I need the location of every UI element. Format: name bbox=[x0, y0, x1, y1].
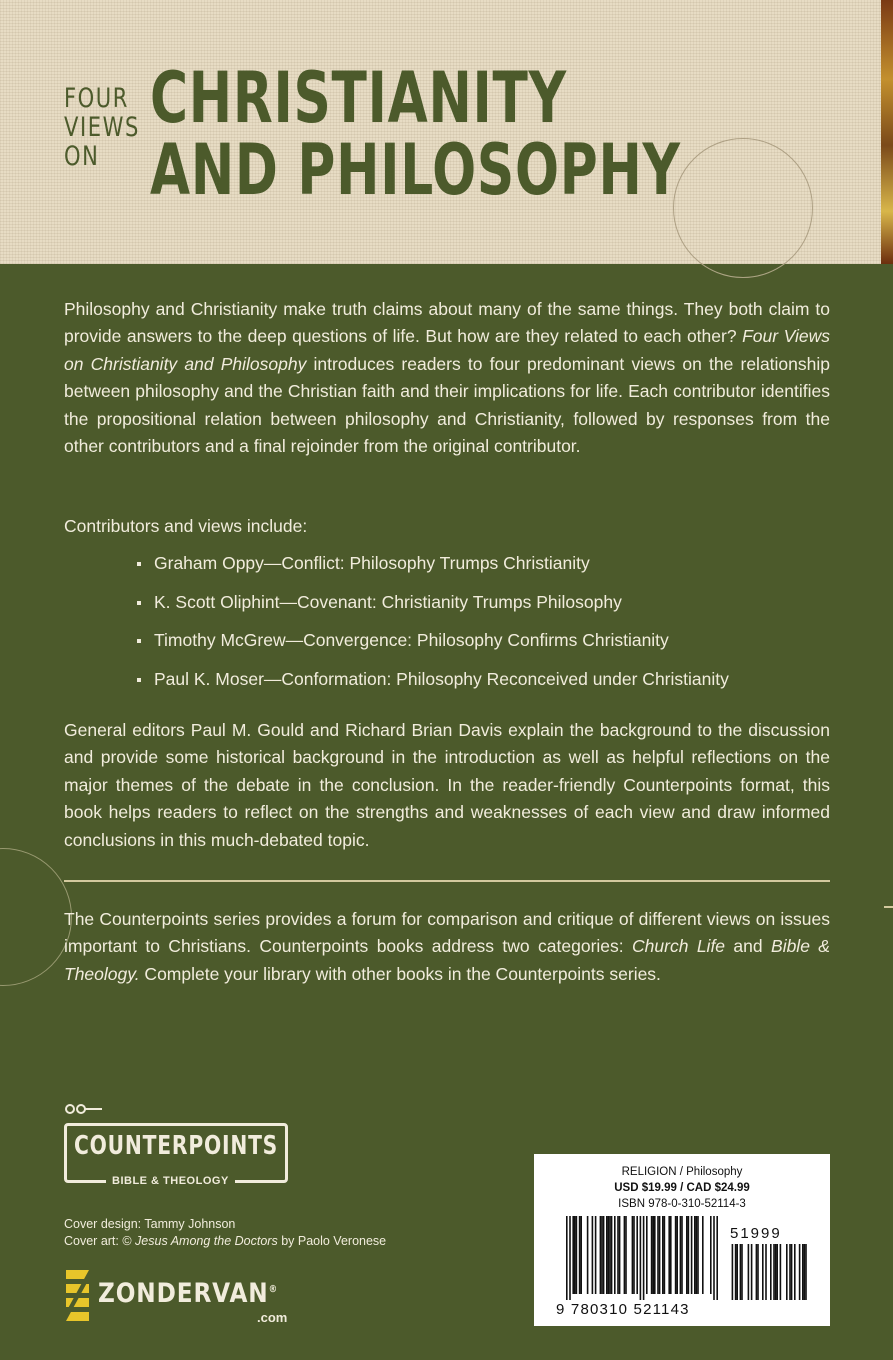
barcode-bar bbox=[576, 1216, 578, 1294]
editors-paragraph: General editors Paul M. Gould and Richard Brian Davis explain the background to the discussion and provide some historical background in the introduction as well as helpful reflections on the major themes of the debate in the conclusion. In the reader-friendly Counterpoints format, this book helps readers to reflect on the strengths and weaknesses of each view and draw informed conclusions in this much-debated topic. bbox=[64, 720, 830, 850]
barcode-addon-bar bbox=[765, 1244, 767, 1300]
isbn: ISBN 978-0-310-52114-3 bbox=[618, 1198, 746, 1210]
zondervan-mark-icon bbox=[64, 1268, 91, 1324]
list-item: Graham Oppy—Conflict: Philosophy Trumps Christianity bbox=[134, 550, 729, 589]
zondervan-wordmark bbox=[98, 1278, 278, 1309]
barcode-addon-bar bbox=[799, 1244, 801, 1300]
barcode-digits: 9 780310 521143 bbox=[556, 1301, 690, 1318]
art-credit-title: Jesus Among the Doctors bbox=[135, 1234, 278, 1248]
barcode-bar bbox=[668, 1216, 670, 1294]
trim-mark bbox=[884, 906, 893, 908]
barcode-bar bbox=[659, 1216, 661, 1294]
barcode-bar bbox=[675, 1216, 677, 1294]
logo-subtitle: BIBLE & THEOLOGY bbox=[106, 1175, 235, 1187]
book-title bbox=[150, 57, 681, 211]
barcode-addon-bar bbox=[773, 1244, 775, 1300]
description-book-title: Four Views on Christianity and Philosophy bbox=[64, 326, 830, 374]
title-prefix-line: FOUR bbox=[64, 83, 129, 114]
barcode bbox=[534, 1154, 830, 1326]
barcode-bar bbox=[664, 1216, 666, 1294]
art-credit-prefix: Cover art: © bbox=[64, 1234, 132, 1248]
zondervan-logo bbox=[64, 1268, 324, 1328]
barcode-bar bbox=[592, 1216, 594, 1294]
barcode-addon-bar bbox=[775, 1244, 777, 1300]
series-text: Complete your library with other books in the Counterpoints series. bbox=[139, 963, 661, 984]
barcode-bar bbox=[636, 1216, 638, 1294]
series-paragraph bbox=[64, 906, 830, 988]
barcode-addon-bar bbox=[751, 1244, 753, 1300]
barcode-panel bbox=[534, 1154, 830, 1326]
barcode-bar bbox=[600, 1216, 602, 1294]
barcode-addon-bar bbox=[802, 1244, 804, 1300]
list-item: K. Scott Oliphint—Covenant: Christianity Trumps Philosophy bbox=[134, 589, 729, 628]
barcode-bar bbox=[619, 1216, 621, 1294]
barcode-bar bbox=[652, 1216, 654, 1294]
barcode-bar bbox=[580, 1216, 582, 1294]
decorative-circle bbox=[0, 848, 72, 986]
divider bbox=[64, 880, 830, 882]
contributor-views-list bbox=[134, 550, 729, 705]
bisac-category: RELIGION / Philosophy bbox=[621, 1166, 743, 1178]
logo-wordmark: COUNTERPOINTS bbox=[74, 1131, 279, 1161]
barcode-bar bbox=[572, 1216, 574, 1294]
cover-credits bbox=[64, 1216, 386, 1250]
barcode-bar bbox=[569, 1216, 571, 1300]
barcode-addon-bar bbox=[756, 1244, 758, 1300]
barcode-addon-bar bbox=[732, 1244, 734, 1300]
barcode-bar bbox=[680, 1216, 682, 1294]
barcode-addon-bar bbox=[736, 1244, 738, 1300]
barcode-addon-bar bbox=[770, 1244, 772, 1300]
barcode-addon-bars bbox=[732, 1244, 807, 1300]
barcode-bar bbox=[595, 1216, 597, 1294]
barcode-addon-bar bbox=[789, 1244, 791, 1300]
barcode-bar bbox=[608, 1216, 610, 1294]
barcode-addon-bar bbox=[791, 1244, 793, 1300]
barcode-bar bbox=[686, 1216, 688, 1294]
barcode-addon-digits: 51999 bbox=[730, 1225, 782, 1242]
barcode-bar bbox=[633, 1216, 635, 1294]
barcode-addon-bar bbox=[805, 1244, 807, 1300]
book-title-line: AND PHILOSOPHY bbox=[150, 129, 681, 211]
barcode-bar bbox=[566, 1216, 568, 1300]
publisher-name: ZONDERVAN bbox=[98, 1278, 269, 1309]
description-paragraph bbox=[64, 296, 830, 460]
barcode-addon-bar bbox=[804, 1244, 806, 1300]
barcode-bar bbox=[657, 1216, 659, 1294]
price: USD $19.99 / CAD $24.99 bbox=[614, 1182, 750, 1194]
barcode-bar bbox=[606, 1216, 608, 1294]
barcode-bar bbox=[696, 1216, 698, 1294]
barcode-bar bbox=[611, 1216, 613, 1294]
title-prefix bbox=[64, 84, 140, 171]
zondervan-domain: .com bbox=[257, 1310, 288, 1325]
series-text: The Counterpoints series provides a forum for comparison and critique of different views on issues important to Christians. Counterpoints books address two categories: bbox=[64, 909, 830, 957]
title-prefix-line: ON bbox=[64, 141, 100, 172]
barcode-bar bbox=[713, 1216, 715, 1300]
barcode-addon-bar bbox=[735, 1244, 737, 1300]
barcode-bar bbox=[716, 1216, 718, 1300]
barcode-addon-bar bbox=[780, 1244, 782, 1300]
art-credit bbox=[64, 1233, 386, 1250]
barcode-bar bbox=[614, 1216, 616, 1294]
art-credit-artist: by Paolo Veronese bbox=[277, 1234, 387, 1248]
barcode-bar bbox=[646, 1216, 648, 1294]
barcode-bar bbox=[697, 1216, 699, 1294]
barcode-bar bbox=[609, 1216, 611, 1294]
barcode-bar bbox=[601, 1216, 603, 1294]
description-text: Philosophy and Christianity make truth claims about many of the same things. They both claim to provide answers to the deep questions of life. But how are they related to each other? bbox=[64, 299, 830, 347]
barcode-bar bbox=[625, 1216, 627, 1294]
painting-edge bbox=[881, 0, 893, 264]
barcode-bar bbox=[670, 1216, 672, 1294]
barcode-bar bbox=[574, 1216, 576, 1294]
barcode-bar bbox=[617, 1216, 619, 1294]
barcode-addon-bar bbox=[740, 1244, 742, 1300]
series-category: Bible & Theology. bbox=[64, 936, 830, 984]
barcode-main-bars bbox=[566, 1216, 718, 1300]
barcode-bar bbox=[676, 1216, 678, 1294]
list-item: Paul K. Moser—Conformation: Philosophy Reconceived under Christianity bbox=[134, 666, 729, 705]
barcode-addon-bar bbox=[757, 1244, 759, 1300]
barcode-addon-bar bbox=[776, 1244, 778, 1300]
design-credit: Cover design: Tammy Johnson bbox=[64, 1217, 236, 1231]
barcode-bar bbox=[643, 1216, 645, 1300]
barcode-bar bbox=[640, 1216, 642, 1300]
list-item: Timothy McGrew—Convergence: Philosophy Confirms Christianity bbox=[134, 627, 729, 666]
barcode-bar bbox=[702, 1216, 704, 1294]
barcode-addon-bar bbox=[748, 1244, 750, 1300]
barcode-bar bbox=[587, 1216, 589, 1294]
barcode-bar bbox=[654, 1216, 656, 1294]
logo-dots-icon bbox=[64, 1103, 104, 1115]
barcode-bar bbox=[632, 1216, 634, 1294]
description-text: introduces readers to four predominant views on the relationship between philosophy and the Christian faith and their implications for life. Each contributor identifies the propositional relation between philosophy and Christianity, followed by responses from the other contributors and a final rejoinder from the original contributor. bbox=[64, 353, 830, 457]
barcode-addon-bar bbox=[741, 1244, 743, 1300]
barcode-addon-bar bbox=[786, 1244, 788, 1300]
barcode-bar bbox=[688, 1216, 690, 1294]
barcode-bar bbox=[694, 1216, 696, 1294]
barcode-bar bbox=[579, 1216, 581, 1294]
registered-mark: ® bbox=[268, 1284, 279, 1295]
series-category: Church Life bbox=[632, 936, 726, 957]
barcode-bar bbox=[651, 1216, 653, 1294]
barcode-addon-bar bbox=[762, 1244, 764, 1300]
title-prefix-line: VIEWS bbox=[64, 112, 140, 143]
barcode-bar bbox=[681, 1216, 683, 1294]
book-title-line: CHRISTIANITY bbox=[150, 57, 567, 139]
barcode-bar bbox=[624, 1216, 626, 1294]
barcode-addon-bar bbox=[794, 1244, 796, 1300]
barcode-bar bbox=[691, 1216, 693, 1294]
barcode-bar bbox=[662, 1216, 664, 1294]
series-text: and bbox=[725, 936, 772, 957]
decorative-circle bbox=[673, 138, 813, 278]
barcode-bar bbox=[603, 1216, 605, 1294]
contributors-label: Contributors and views include: bbox=[64, 516, 308, 536]
barcode-bar bbox=[710, 1216, 712, 1294]
